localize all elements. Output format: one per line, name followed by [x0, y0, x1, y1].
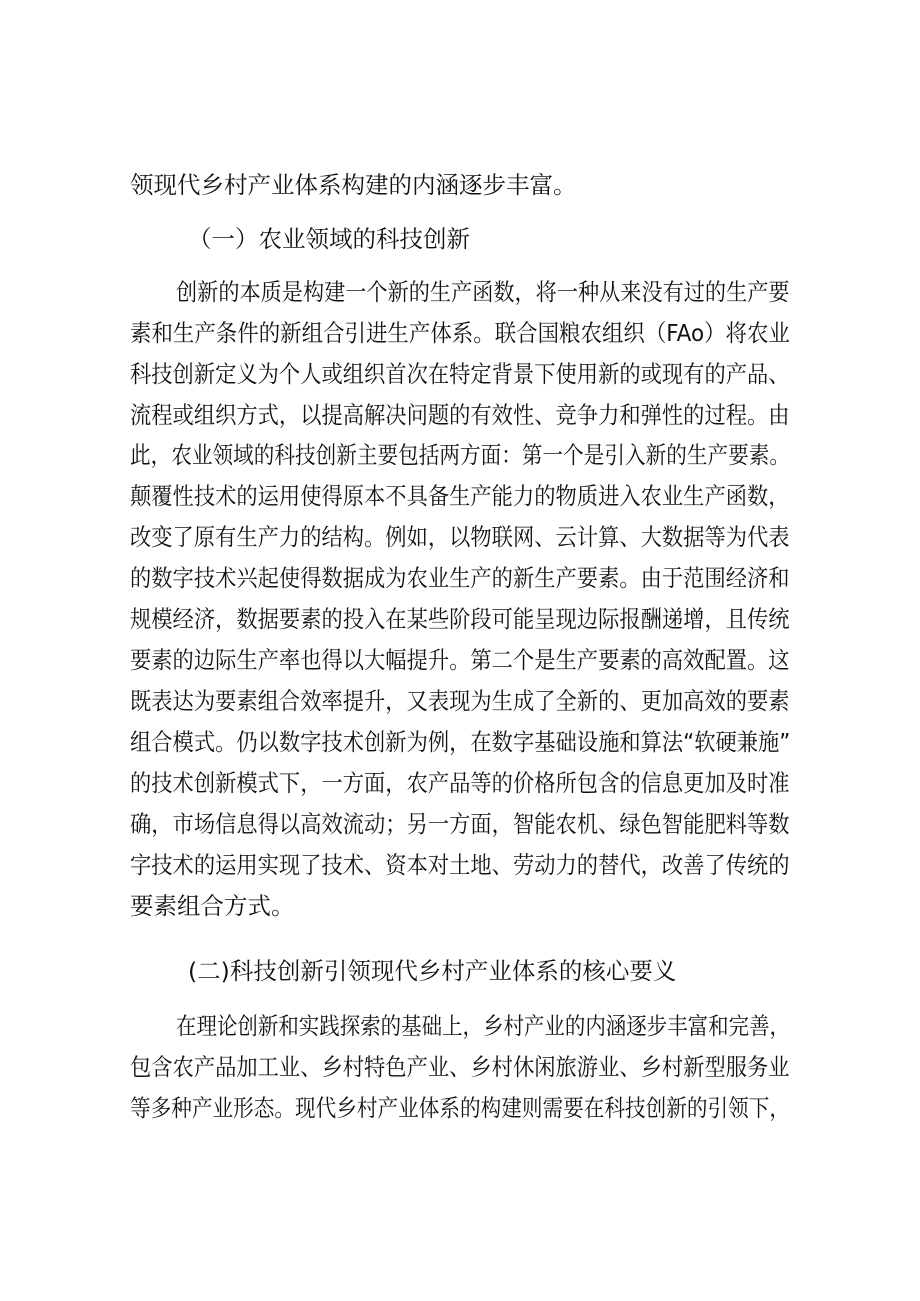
paragraph-line: 此，农业领域的科技创新主要包括两方面：第一个是引入新的生产要素。 [130, 441, 790, 469]
paragraph-line: 颠覆性技术的运用使得原本不具备生产能力的物质进入农业生产函数， [130, 482, 790, 510]
section-heading-1: （一）农业领域的科技创新 [188, 225, 470, 253]
paragraph-line: 科技创新定义为个人或组织首次在特定背景下使用新的或现有的产品、 [130, 360, 790, 388]
section-heading-2: (二)科技创新引领现代乡村产业体系的核心要义 [188, 957, 677, 985]
paragraph-line: 的数字技术兴起使得数据成为农业生产的新生产要素。由于范围经济和 [130, 564, 790, 592]
paragraph-line: 确，市场信息得以高效流动；另一方面，智能农机、绿色智能肥料等数 [130, 810, 790, 838]
paragraph-continuation-line: 领现代乡村产业体系构建的内涵逐步丰富。 [130, 171, 577, 199]
paragraph-line: 组合模式。仍以数字技术创新为例，在数字基础设施和算法“软硬兼施” [130, 728, 791, 756]
paragraph-line: 字技术的运用实现了技术、资本对土地、劳动力的替代，改善了传统的 [130, 851, 790, 879]
paragraph-line: 包含农产品加工业、乡村特色产业、乡村休闲旅游业、乡村新型服务业 [130, 1053, 790, 1081]
paragraph-line: 要素的边际生产率也得以大幅提升。第二个是生产要素的高效配置。这 [130, 646, 790, 674]
paragraph-line: 等多种产业形态。现代乡村产业体系的构建则需要在科技创新的引领下， [130, 1094, 790, 1122]
paragraph-line: 在理论创新和实践探索的基础上，乡村产业的内涵逐步丰富和完善， [176, 1012, 790, 1040]
paragraph-line: 创新的本质是构建一个新的生产函数，将一种从来没有过的生产要 [176, 278, 790, 306]
paragraph-line: 的技术创新模式下，一方面，农产品等的价格所包含的信息更加及时准 [130, 769, 790, 797]
paragraph-line: 改变了原有生产力的结构。例如，以物联网、云计算、大数据等为代表 [130, 523, 790, 551]
paragraph-line: 流程或组织方式，以提高解决问题的有效性、竞争力和弹性的过程。由 [130, 401, 790, 429]
paragraph-line: 既表达为要素组合效率提升，又表现为生成了全新的、更加高效的要素 [130, 687, 790, 715]
paragraph-line: 规模经济，数据要素的投入在某些阶段可能呈现边际报酬递增，且传统 [130, 605, 790, 633]
paragraph-line: 要素组合方式。 [130, 892, 295, 920]
paragraph-line: 素和生产条件的新组合引进生产体系。联合国粮农组织（FAo）将农业 [130, 319, 790, 347]
